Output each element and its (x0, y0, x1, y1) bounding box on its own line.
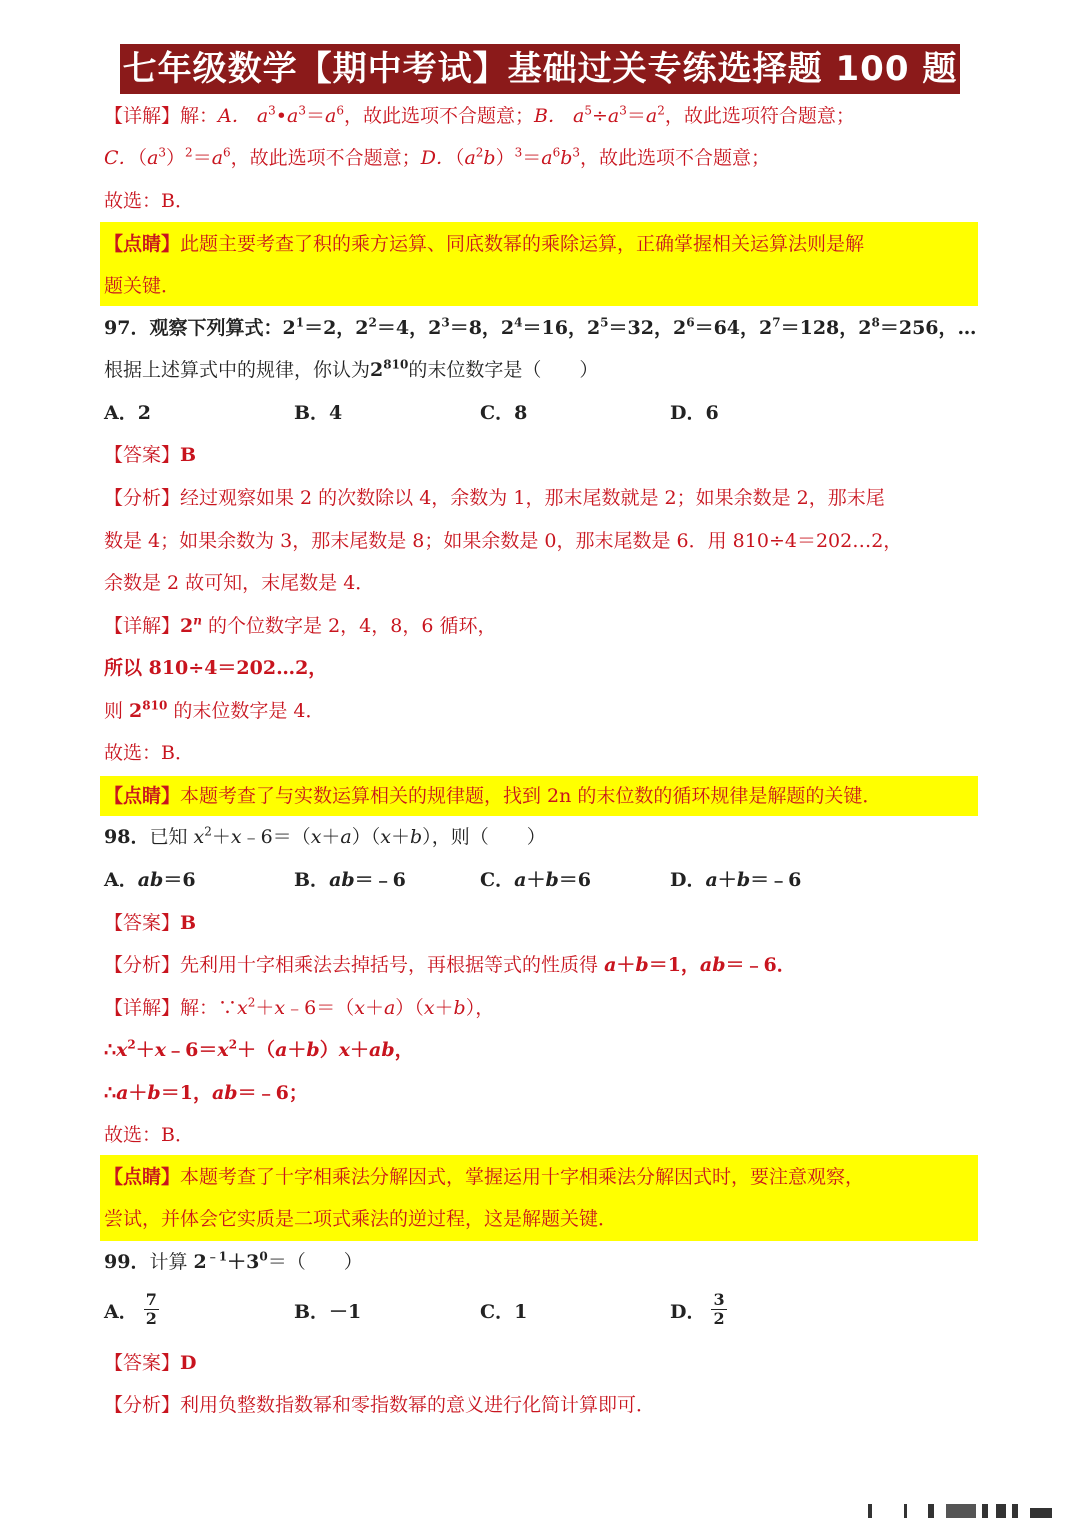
q96-detail-line2: C．$(a^3)^2=a^6$，故此选项不合题意；D．$(a^2b)^3=a^6b^3$，故此选项不合题意； (104, 145, 771, 169)
q97-answer: 【答案】B (104, 444, 197, 466)
q97-stem-line2: 根据上述算式中的规律，你认为$2^{810}$的末位数字是（ ） (104, 357, 599, 381)
q98-detail-line2: $\therefore x^2+x﹣6=x^2+(a+b)x+ab$， (104, 1037, 414, 1061)
q99-option-a[interactable]: A． $\frac{7}{2}$ (104, 1289, 157, 1328)
q98-detail-line1: 【详解】解：$\because x^2+x﹣6=(x+a)(x+b)$， (104, 995, 495, 1019)
q97-analysis-line2: 数是 4；如果余数为 3，那末尾数是 8；如果余数是 0，那末尾数是 6．用 810÷4＝202…2， (104, 530, 903, 552)
q99-stem: 99．计算 $2^{﹣1}+3^0=$（ ） (104, 1249, 363, 1273)
fraction: $\frac{7}{2}$ (145, 1289, 157, 1328)
q97-detail-line3: 则 $2^{810}$ 的末位数字是 4． (104, 698, 325, 722)
q97-analysis-line3: 余数是 2 故可知，末尾数是 4． (104, 572, 375, 594)
q98-analysis: 【分析】先利用十字相乘法去掉括号，再根据等式的性质得 a＋b＝1，ab＝﹣6． (104, 954, 796, 976)
q97-option-b[interactable]: B．4 (294, 402, 343, 424)
q99-option-b[interactable]: B．－1 (294, 1301, 362, 1323)
q97-option-d[interactable]: D．6 (670, 402, 719, 424)
detail-tag: 【详解】 (104, 105, 181, 127)
q98-answer: 【答案】B (104, 912, 197, 934)
q96-note-highlight: 【点睛】此题主要考查了积的乘方运算、同底数幂的乘除运算，正确掌握相关运算法则是解 题关键． (100, 222, 978, 306)
q97-analysis-line1: 【分析】经过观察如果 2 的次数除以 4，余数为 1，那末尾数就是 2；如果余数是 2，那末尾 (104, 487, 885, 509)
note-tag: 【点睛】 (104, 233, 181, 255)
q99-analysis: 【分析】利用负整数指数幂和零指数幂的意义进行化简计算即可． (104, 1394, 656, 1416)
q97-note-highlight: 【点睛】本题考查了与实数运算相关的规律题，找到 2n 的末位数的循环规律是解题的关键． (100, 776, 978, 816)
fraction: $\frac{3}{2}$ (713, 1289, 725, 1328)
q99-option-c[interactable]: C．1 (480, 1301, 528, 1323)
q98-option-b[interactable]: B．ab＝﹣6 (294, 869, 406, 891)
q98-stem: 98．已知 $x^2+x﹣6=(x+a)(x+b)$，则（ ） (104, 824, 546, 848)
q96-detail-line1: 【详解】解：A． $a^3•a^3=a^6$，故此选项不合题意；B． $a^5\div a^3=a^2$，故此选项符合题意； (104, 103, 855, 127)
q99-options (104, 1289, 984, 1338)
q98-option-c[interactable]: C．a＋b＝6 (480, 869, 591, 891)
q97-option-a[interactable]: A．2 (104, 402, 151, 424)
q99-answer: 【答案】D (104, 1352, 197, 1374)
q98-option-a[interactable]: A．ab＝6 (104, 869, 196, 891)
q98-note-highlight: 【点睛】本题考查了十字相乘法分解因式，掌握运用十字相乘法分解因式时，要注意观察， 尝试，并体会它实质是二项式乘法的逆过程，这是解题关键． (100, 1155, 978, 1241)
q98-detail-line3: ∴a＋b＝1，ab＝﹣6； (104, 1082, 308, 1104)
footer-decoration (860, 1504, 1060, 1518)
q99-option-d[interactable]: D． $\frac{3}{2}$ (670, 1289, 725, 1328)
q97-detail-line2: 所以 810÷4＝202…2， (104, 657, 328, 679)
q97-choose: 故选：B． (104, 742, 194, 764)
q96-choose: 故选：B． (104, 190, 194, 212)
q97-stem-line1: 97．观察下列算式：$2^1=2$，$2^2=4$，$2^3=8$，$2^4=16$，$2^5=32$，$2^6=64$，$2^7=128$，$2^8=256$，… (104, 315, 977, 339)
q98-option-d[interactable]: D．a＋b＝﹣6 (670, 869, 802, 891)
q98-choose: 故选：B． (104, 1124, 194, 1146)
q97-option-c[interactable]: C．8 (480, 402, 528, 424)
q97-detail-line1: 【详解】2$^n$ 的个位数字是 2，4，8，6 循环， (104, 613, 497, 637)
page-title: 七年级数学【期中考试】基础过关专练选择题 100 题 (120, 44, 960, 94)
